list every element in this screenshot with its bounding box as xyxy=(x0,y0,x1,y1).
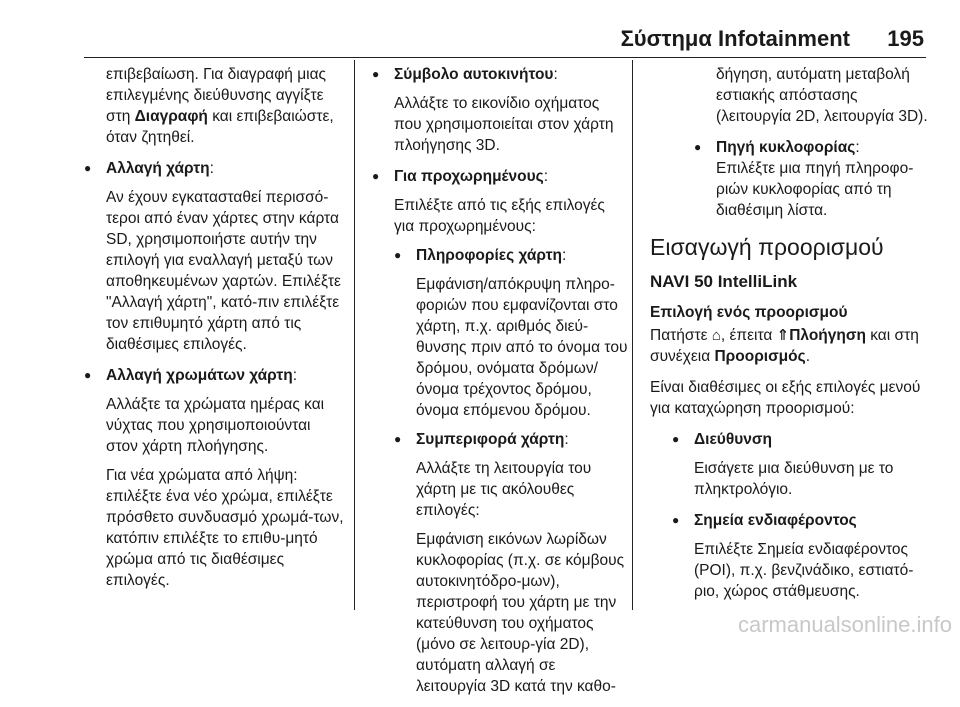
continued-text: δήγηση, αυτόματη μεταβολή εστιακής απόστασης (λειτουργία 2D, λειτουργία 3D). xyxy=(716,66,928,125)
list-item-traffic-source: ● Πηγή κυκλοφορίας: Επιλέξτε μια πηγή πληροφο-ριών κυκλοφορίας από τη διαθέσιμη λίστα. xyxy=(694,137,928,221)
column-divider-2 xyxy=(632,60,633,610)
heading-select-destination: Επιλογή ενός προορισμού xyxy=(650,304,848,321)
list-item-poi: ● Σημεία ενδιαφέροντος Επιλέξτε Σημεία ενδιαφέροντος (POI), π.χ. βενζινάδικο, εστιατό-ριο, χώρος στάθμευσης. xyxy=(672,510,928,602)
delete-term: Διαγραφή xyxy=(134,108,208,125)
column-3 xyxy=(650,64,928,612)
advanced-sublist xyxy=(394,245,628,697)
intro-paragraph: επιβεβαίωση. Για διαγραφή μιας επιλεγμένης διεύθυνσης αγγίξτε στη Διαγραφή και επιβεβαιώστε, όταν ζητηθεί. xyxy=(106,66,334,146)
home-icon: ⌂ xyxy=(711,327,721,344)
header-title: Σύστημα Infotainment xyxy=(620,26,850,51)
list-item-change-map-colors: ● Αλλαγή χρωμάτων χάρτη: Αλλάξτε τα χρώματα ημέρας και νύχτας που χρησιμοποιούνται στον χάρτη πλοήγησης. Για νέα χρώματα από λήψη: επιλέξτε ένα νέο χρώμα, επιλέξτε πρόσθετο συνδυασμό χρωμά-των, κατόπιν επιλέξτε το επιθυ-μητό χρώμα από τις διαθέσιμες επιλογές. xyxy=(84,365,346,591)
page-number: 195 xyxy=(887,26,924,51)
list-item-change-map: ● Αλλαγή χάρτη: Αν έχουν εγκατασταθεί περισσό-τεροι από έναν χάρτες στην κάρτα SD, χρησιμοποιήστε αυτήν την επιλογή για εναλλαγή μεταξύ των αποθηκευμένων χαρτών. Επιλέξτε "Αλλαγή χάρτη", κατό-πιν επιλέξτε τον επιθυμητό χάρτη από τις διαθέσιμες επιλογές. xyxy=(84,158,346,355)
column-2 xyxy=(372,64,628,707)
navigation-icon: ⇑ xyxy=(776,327,790,344)
list-item-address: ● Διεύθυνση Εισάγετε μια διεύθυνση με το πληκτρολόγιο. xyxy=(672,429,928,500)
list-item-car-symbol: ● Σύμβολο αυτοκινήτου: Αλλάξτε το εικονίδιο οχήματος που χρησιμοποιείται στον χάρτη πλοήγησης 3D. xyxy=(372,64,628,156)
header-rule xyxy=(84,57,926,58)
watermark: carmanualsonline.info xyxy=(737,612,952,637)
list-item-advanced: ● Για προχωρημένους: Επιλέξτε από τις εξής επιλογές για προχωρημένους: ● Πληροφορίες χάρτη: Εμφάνιση/απόκρυψη πληρο-φοριών που εμφανίζονται στο χάρτη, π.χ. αριθμός διεύ-θυνσης πριν από το όνομα του δρόμου, ονόματα δρόμων/όνομα τρέχοντος δρόμου, όνομα επόμενου δρόμου. ● Συμπεριφορά χάρτη: Αλλάξτε τη λειτουργία του χάρτη με τις ακόλουθες επιλογές: Εμφάνιση εικόνων λωρίδων κυκλοφορίας (π.χ. σε κόμβους αυτοκινητόδρο-μων), περιστροφή του χάρτη με την κατεύθυνση του οχήματος (μόνο σε λειτουρ-γία 2D), αυτόματη αλλαγή σε λειτουργία 3D κατά την καθο- xyxy=(372,166,628,697)
subsection-title: NAVI 50 IntelliLink xyxy=(650,272,798,291)
section-title: Εισαγωγή προορισμού xyxy=(650,234,884,260)
page-header xyxy=(0,0,960,58)
instruction-paragraph: Πατήστε ⌂, έπειτα ⇑Πλοήγηση και στη συνέχεια Προορισμός. xyxy=(650,327,919,365)
column-1 xyxy=(84,64,346,601)
list-item-map-behavior: ● Συμπεριφορά χάρτη: Αλλάξτε τη λειτουργία του χάρτη με τις ακόλουθες επιλογές: Εμφάνιση εικόνων λωρίδων κυκλοφορίας (π.χ. σε κόμβους αυτοκινητόδρο-μων), περιστροφή του χάρτη με την κατεύθυνση του οχήματος (μόνο σε λειτουρ-γία 2D), αυτόματη αλλαγή σε λειτουργία 3D κατά την καθο- xyxy=(394,429,628,697)
list-item-map-info: ● Πληροφορίες χάρτη: Εμφάνιση/απόκρυψη πληρο-φοριών που εμφανίζονται στο χάρτη, π.χ. αριθμός διεύ-θυνσης πριν από το όνομα του δρόμου, ονόματα δρόμων/όνομα τρέχοντος δρόμου, όνομα επόμενου δρόμου. xyxy=(394,245,628,421)
available-options: Είναι διαθέσιμες οι εξής επιλογές μενού για καταχώρηση προορισμού: xyxy=(650,379,921,417)
column-divider-1 xyxy=(354,60,355,610)
